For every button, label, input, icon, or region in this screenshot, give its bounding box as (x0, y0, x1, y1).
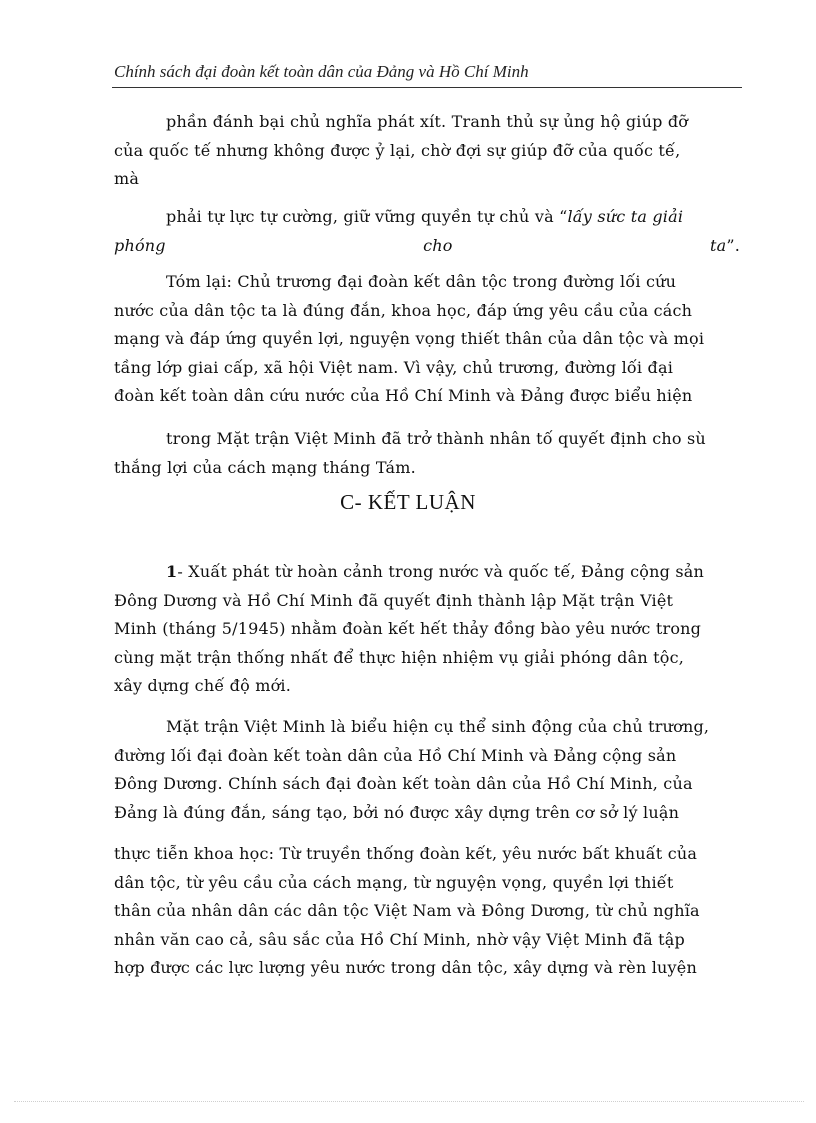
text-line: đường lối đại đoàn kết toàn dân của Hồ Chí Minh và Đảng cộng sản (114, 745, 677, 765)
text-line: phải tự lực tự cường, giữ vững quyền tự chủ và “lấy sức ta giải (166, 207, 684, 226)
text-line: 1- Xuất phát từ hoàn cảnh trong nước và quốc tế, Đảng cộng sản (166, 562, 705, 581)
text-line: phần đánh bại chủ nghĩa phát xít. Tranh thủ sự ủng hộ giúp đỡ (166, 112, 689, 131)
text-line: đoàn kết toàn dân cứu nước của Hồ Chí Minh và Đảng được biểu hiện (114, 386, 693, 405)
running-header: Chính sách đại đoàn kết toàn dân của Đảng và Hồ Chí Minh (114, 62, 529, 81)
text-line: nước của dân tộc ta là đúng đắn, khoa học, đáp ứng yêu cầu của cách (114, 300, 693, 320)
text-line: Mặt trận Việt Minh là biểu hiện cụ thể sinh động của chủ trương, (166, 717, 710, 736)
paragraph-1 (114, 108, 740, 194)
text-line: Đông Dương và Hồ Chí Minh đã quyết định thành lập Mặt trận Việt (114, 590, 674, 610)
paragraph-5 (114, 558, 740, 701)
text-line: Tóm lại: Chủ trương đại đoàn kết dân tộc trong đường lối cứu (166, 272, 677, 291)
text-line: trong Mặt trận Việt Minh đã trở thành nhân tố quyết định cho sù (166, 429, 706, 448)
text-line: xây dựng chế độ mới. (114, 676, 292, 695)
text-line: Minh (tháng 5/1945) nhằm đoàn kết hết thảy đồng bào yêu nước trong (114, 619, 702, 638)
paragraph-3 (114, 268, 740, 411)
paragraph-2 (114, 203, 740, 260)
text-line: của quốc tế nhưng không được ỷ lại, chờ đợi sự giúp đỡ của quốc tế, (114, 140, 681, 160)
text-line: thắng lợi của cách mạng tháng Tám. (114, 457, 416, 477)
text-line: thân của nhân dân các dân tộc Việt Nam và Đông Dương, từ chủ nghĩa (114, 901, 700, 920)
text-line: mà (114, 169, 140, 188)
text-line: hợp được các lực lượng yêu nước trong dân tộc, xây dựng và rèn luyện (114, 958, 697, 977)
text-line: dân tộc, từ yêu cầu của cách mạng, từ nguyện vọng, quyền lợi thiết (114, 872, 674, 892)
paragraph-6 (114, 713, 740, 827)
text-line: cùng mặt trận thống nhất để thực hiện nhiệm vụ giải phóng dân tộc, (114, 647, 685, 667)
section-heading: C- KẾT LUẬN (340, 490, 476, 514)
text-line: Đảng là đúng đắn, sáng tạo, bởi nó được xây dựng trên cơ sở lý luận (114, 802, 680, 822)
text-line: phóng cho ta”. (114, 235, 740, 255)
text-line: Đông Dương. Chính sách đại đoàn kết toàn dân của Hồ Chí Minh, của (114, 774, 693, 793)
text-line: tầng lớp giai cấp, xã hội Việt nam. Vì vậy, chủ trương, đường lối đại (114, 357, 674, 377)
paragraph-4 (114, 425, 740, 482)
header-divider (112, 87, 742, 88)
text-line: nhân văn cao cả, sâu sắc của Hồ Chí Minh, nhờ vậy Việt Minh đã tập (114, 929, 685, 949)
footer-dotted-rule (14, 1101, 804, 1102)
text-line: thực tiễn khoa học: Từ truyền thống đoàn kết, yêu nước bất khuất của (114, 844, 698, 863)
paragraph-7 (114, 840, 740, 983)
text-line: mạng và đáp ứng quyền lợi, nguyện vọng thiết thân của dân tộc và mọi (114, 329, 705, 348)
